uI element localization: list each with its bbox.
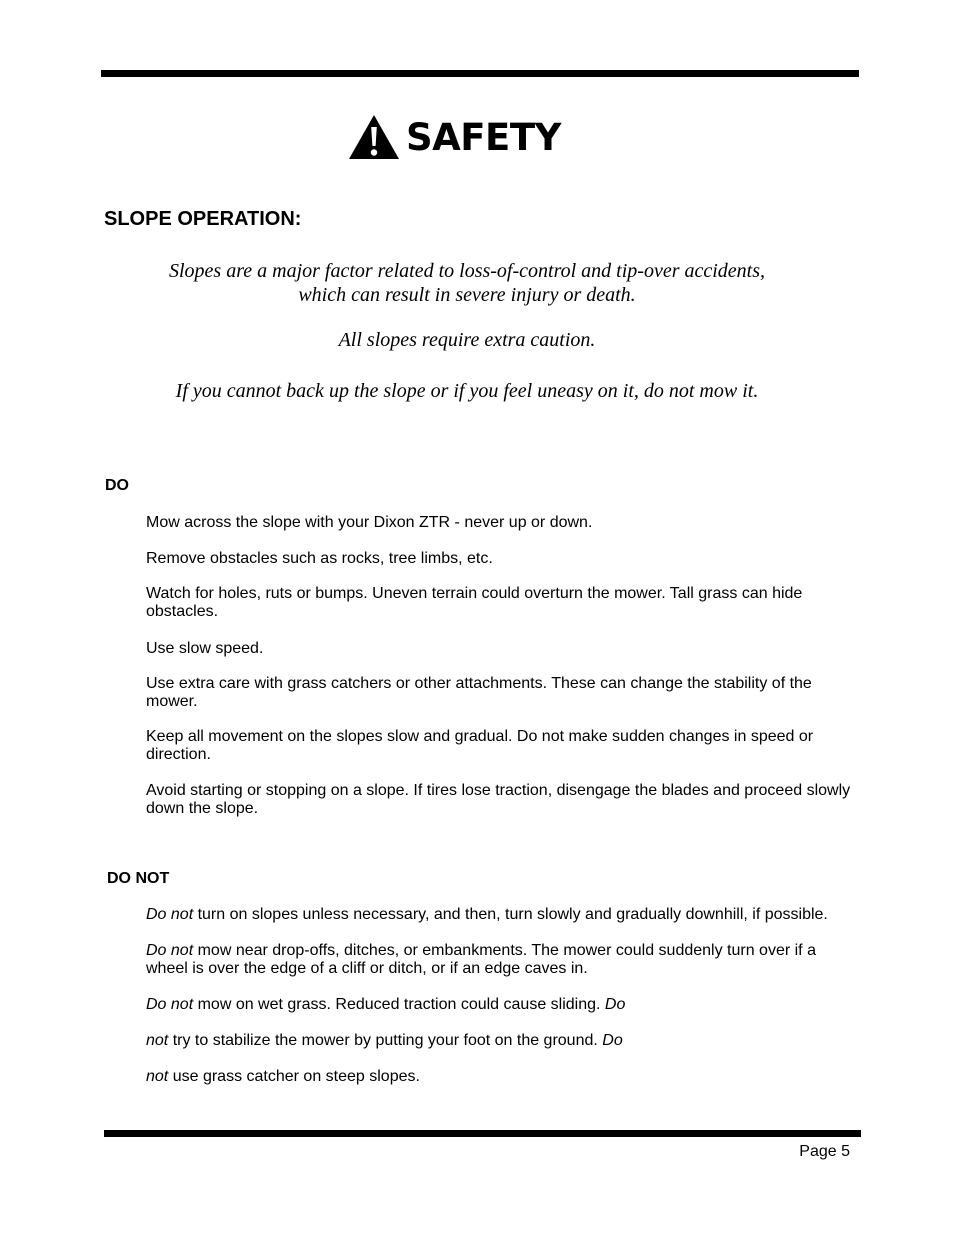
intro-line-1: Slopes are a major factor related to loss-of-control and tip-over accidents, bbox=[168, 260, 766, 282]
do-not-text: mow near drop-offs, ditches, or embankments. The mower could suddenly turn over if a wheel is over the edge of a cliff or ditch, or if an edge caves in. bbox=[146, 942, 816, 977]
do-item: Watch for holes, ruts or bumps. Uneven terrain could overturn the mower. Tall grass can hide obstacles. bbox=[146, 585, 803, 620]
do-item: Keep all movement on the slopes slow and gradual. Do not make sudden changes in speed or direction. bbox=[146, 728, 814, 763]
do-not-item bbox=[146, 996, 860, 1014]
intro-caution: All slopes require extra caution. bbox=[338, 329, 596, 351]
do-not-text: try to stabilize the mower by putting your foot on the ground. bbox=[168, 1032, 603, 1049]
do-not-item bbox=[146, 942, 860, 978]
do-not-emphasis: Do not bbox=[146, 942, 194, 959]
banner-label: SAFETY bbox=[406, 115, 561, 159]
do-not-emphasis: not bbox=[146, 1068, 169, 1085]
do-not-emphasis: not bbox=[146, 1032, 169, 1049]
top-rule bbox=[101, 70, 859, 77]
do-item: Use slow speed. bbox=[146, 640, 264, 657]
intro-statement bbox=[100, 259, 834, 307]
do-not-emphasis: Do bbox=[602, 1032, 623, 1049]
do-not-text: mow on wet grass. Reduced traction could cause sliding. bbox=[193, 996, 605, 1013]
do-item: Mow across the slope with your Dixon ZTR - never up or down. bbox=[146, 514, 593, 531]
page-number: Page 5 bbox=[799, 1143, 850, 1160]
do-item: Remove obstacles such as rocks, tree limbs, etc. bbox=[146, 550, 493, 567]
intro-warning: If you cannot back up the slope or if you feel uneasy on it, do not mow it. bbox=[175, 380, 759, 402]
do-item: Use extra care with grass catchers or other attachments. These can change the stability of the mower. bbox=[146, 675, 812, 710]
do-heading: DO bbox=[105, 477, 129, 494]
section-title: SLOPE OPERATION: bbox=[104, 208, 302, 230]
bottom-rule bbox=[104, 1130, 861, 1137]
do-not-text: turn on slopes unless necessary, and then, turn slowly and gradually downhill, if possible. bbox=[193, 906, 828, 923]
do-not-emphasis: Do not bbox=[146, 906, 194, 923]
do-not-item bbox=[146, 1032, 860, 1050]
safety-banner bbox=[348, 113, 561, 161]
do-not-heading: DO NOT bbox=[107, 870, 170, 887]
do-not-item bbox=[146, 906, 860, 924]
do-not-emphasis: Do bbox=[604, 996, 626, 1013]
do-not-emphasis: Do not bbox=[146, 996, 194, 1013]
do-not-text: use grass catcher on steep slopes. bbox=[168, 1068, 420, 1085]
intro-line-2: which can result in severe injury or death. bbox=[298, 284, 636, 306]
warning-triangle-icon bbox=[348, 114, 400, 160]
do-item: Avoid starting or stopping on a slope. If tires lose traction, disengage the blades and proceed slowly down the slope. bbox=[146, 782, 851, 817]
do-not-item bbox=[146, 1068, 860, 1086]
